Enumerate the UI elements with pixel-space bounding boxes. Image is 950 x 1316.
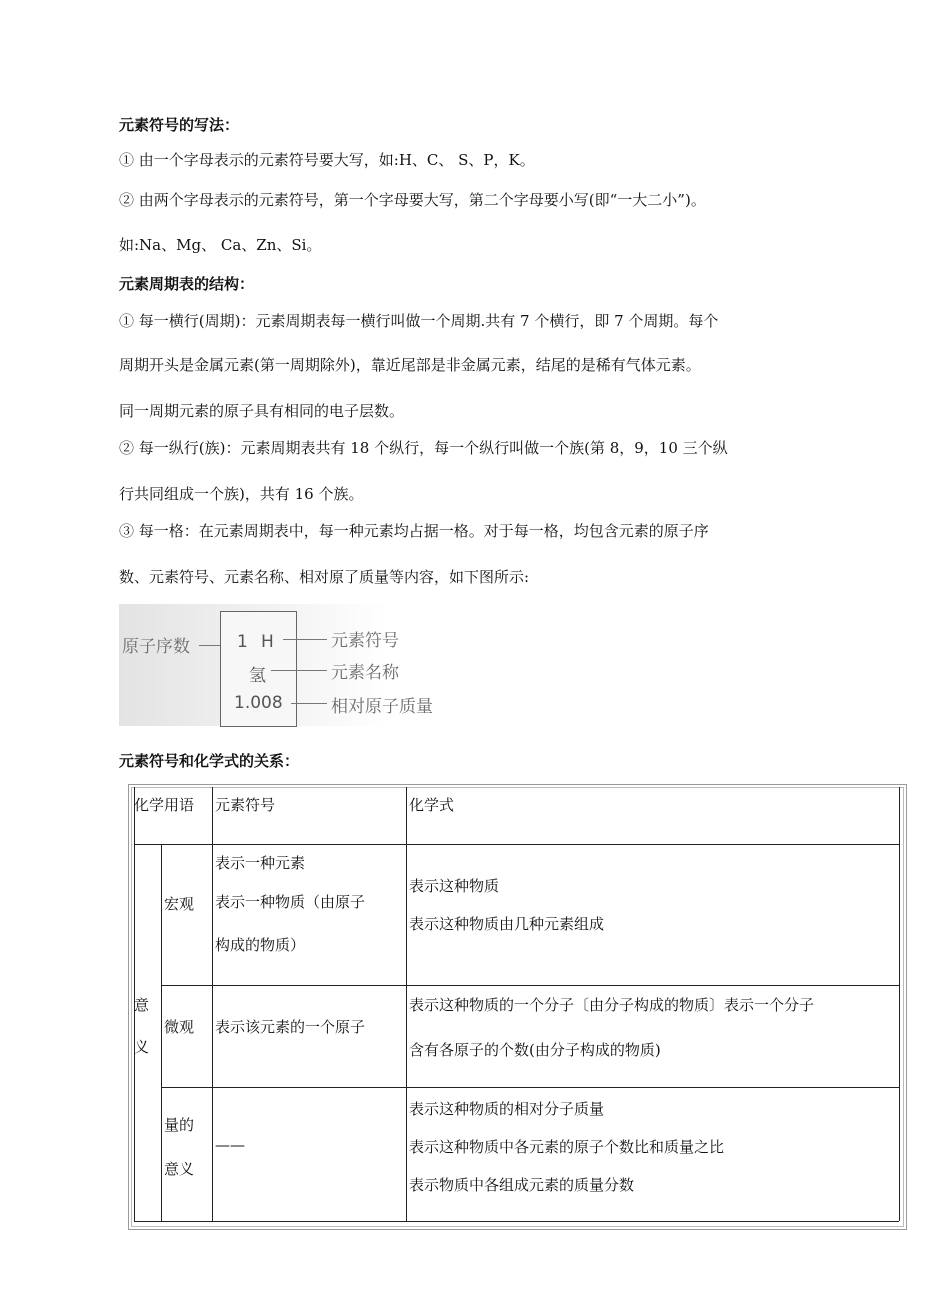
quantity-formula-line-2: 表示这种物质中各元素的原子个数比和质量之比 xyxy=(409,1138,725,1156)
element-name: 氢 xyxy=(249,666,266,686)
micro-symbol-line-1: 表示该元素的一个原子 xyxy=(215,1018,366,1036)
element-cell-figure xyxy=(119,604,455,726)
macro-symbol-line-2: 表示一种物质（由原子 xyxy=(215,893,366,911)
micro-formula-line-2: 含有各原子的个数(由分子构成的物质) xyxy=(409,1041,661,1059)
structure-row-line-3: 同一周期元素的原子具有相同的电子层数。 xyxy=(119,402,405,420)
quantity-formula-line-3: 表示物质中各组成元素的质量分数 xyxy=(409,1176,635,1194)
name-leader-line xyxy=(271,670,327,671)
meaning-label-bottom: 义 xyxy=(134,1038,150,1056)
micro-formula-line-1: 表示这种物质的一个分子〔由分子构成的物质〕表示一个分子 xyxy=(409,996,815,1014)
macro-symbol-line-1: 表示一种元素 xyxy=(215,854,306,872)
relative-atomic-mass: 1.008 xyxy=(234,693,283,713)
table-col3-divider xyxy=(406,787,407,1221)
table-header-separator xyxy=(134,844,899,845)
structure-cell-line-2: 数、元素符号、元素名称、相对原了质量等内容，如下图所示: xyxy=(119,568,530,586)
macro-formula-line-2: 表示这种物质由几种元素组成 xyxy=(409,915,605,933)
structure-row-line-1: ① 每一横行(周期)：元素周期表每一横行叫做一个周期.共有 7 个横行，即 7 个周期。每个 xyxy=(119,312,719,330)
mass-leader-line xyxy=(291,703,327,704)
structure-column-line-2: 行共同组成一个族)，共有 16 个族。 xyxy=(119,485,364,503)
structure-cell-line-1: ③ 每一格：在元素周期表中，每一种元素均占据一格。对于每一格，均包含元素的原子序 xyxy=(119,522,709,540)
writing-examples: 如:Na、Mg、 Ca、Zn、Si。 xyxy=(119,236,322,254)
structure-row-line-2: 周期开头是金属元素(第一周期除外)，靠近尾部是非金属元素，结尾的是稀有气体元素。 xyxy=(119,356,701,374)
macro-label: 宏观 xyxy=(164,895,195,913)
symbol-leader-line xyxy=(283,639,327,640)
macro-formula-line-1: 表示这种物质 xyxy=(409,877,500,895)
table-micro-separator xyxy=(161,1087,899,1088)
relation-heading: 元素符号和化学式的关系： xyxy=(119,752,300,770)
table-meaning-divider xyxy=(161,844,162,1221)
header-element-symbol: 元素符号 xyxy=(215,796,276,814)
structure-heading: 元素周期表的结构： xyxy=(119,275,255,293)
atomic-number-label: 原子序数 xyxy=(122,637,190,657)
header-chemical-formula: 化学式 xyxy=(409,796,455,814)
macro-symbol-line-3: 构成的物质） xyxy=(215,936,306,954)
table-bottom-line xyxy=(134,1221,899,1222)
table-right-line xyxy=(899,787,900,1221)
writing-rule-1: ① 由一个字母表示的元素符号要大写，如:H、C、 S、P，K。 xyxy=(119,151,535,169)
quantity-symbol-dash: —— xyxy=(215,1136,245,1154)
header-chemical-term: 化学用语 xyxy=(134,796,195,814)
meaning-label-top: 意 xyxy=(134,996,150,1014)
quantity-label-line-2: 意义 xyxy=(164,1160,195,1178)
mass-label: 相对原子质量 xyxy=(331,697,433,717)
atomic-number: 1 xyxy=(237,632,248,652)
quantity-formula-line-1: 表示这种物质的相对分子质量 xyxy=(409,1100,605,1118)
element-symbol: H xyxy=(261,632,274,652)
writing-heading: 元素符号的写法： xyxy=(119,116,240,134)
quantity-label-line-1: 量的 xyxy=(164,1116,195,1134)
symbol-label: 元素符号 xyxy=(331,631,399,651)
table-macro-separator xyxy=(161,985,899,986)
writing-rule-2: ② 由两个字母表示的元素符号，第一个字母要大写，第二个字母要小写(即“一大二小”)。 xyxy=(119,191,706,209)
structure-column-line-1: ② 每一纵行(族)：元素周期表共有 18 个纵行，每一个纵行叫做一个族(第 8，9，10 三个纵 xyxy=(119,439,728,457)
name-label: 元素名称 xyxy=(331,663,399,683)
micro-label: 微观 xyxy=(164,1018,195,1036)
table-col2-divider xyxy=(212,787,213,1221)
